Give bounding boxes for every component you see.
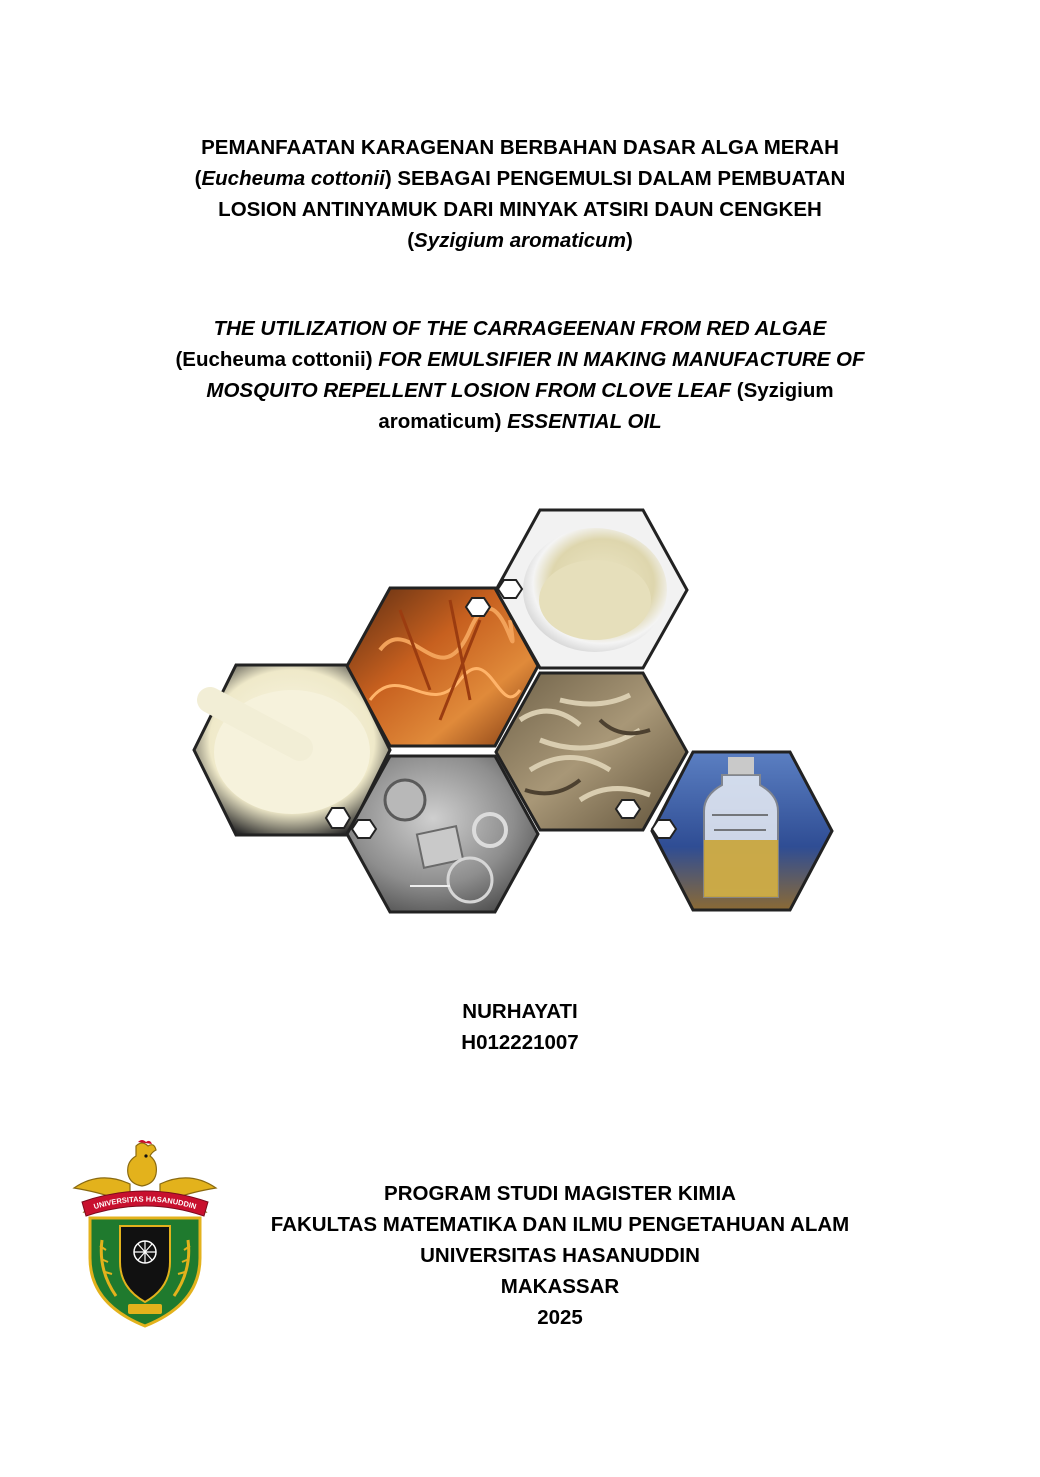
author-block xyxy=(0,996,1040,1058)
title-id-line-2: (Eucheuma cottonii) SEBAGAI PENGEMULSI DALAM PEMBUATAN xyxy=(194,167,846,190)
clove-oil-bottle-photo xyxy=(652,752,832,910)
carrageenan-powder-photo xyxy=(496,510,687,668)
title-id-line-3: LOSION ANTINYAMUK DARI MINYAK ATSIRI DAUN CENGKEH xyxy=(218,198,822,221)
student-id: H012221007 xyxy=(461,1031,579,1054)
logo-banner-text: UNIVERSITAS HASANUDDIN xyxy=(92,1194,198,1212)
title-id-line-1: PEMANFAATAN KARAGENAN BERBAHAN DASAR ALGA MERAH xyxy=(201,136,839,159)
year: 2025 xyxy=(537,1306,583,1329)
sem-micrograph-photo xyxy=(347,756,538,912)
species-name-eucheuma: Eucheuma cottonii xyxy=(201,167,385,190)
title-en-line-1: THE UTILIZATION OF THE CARRAGEENAN FROM RED ALGAE xyxy=(213,317,827,340)
faculty: FAKULTAS MATEMATIKA DAN ILMU PENGETAHUAN ALAM xyxy=(270,1213,850,1236)
lotion-photo xyxy=(194,665,390,835)
title-en-line-4: aromaticum) ESSENTIAL OIL xyxy=(378,410,662,433)
author-name: NURHAYATI xyxy=(462,1000,578,1023)
city: MAKASSAR xyxy=(500,1275,620,1298)
title-en-line-2: (Eucheuma cottonii) FOR EMULSIFIER IN MAKING MANUFACTURE OF xyxy=(175,348,865,371)
dried-clove-leaves-photo xyxy=(496,673,687,830)
red-algae-photo xyxy=(347,588,538,746)
title-en-line-3: MOSQUITO REPELLENT LOSION FROM CLOVE LEAF (Syzigium xyxy=(206,379,834,402)
institution-block xyxy=(40,1178,1040,1333)
study-program: PROGRAM STUDI MAGISTER KIMIA xyxy=(384,1182,736,1205)
species-name-syzigium: Syzigium aromaticum xyxy=(414,229,626,252)
university: UNIVERSITAS HASANUDDIN xyxy=(420,1244,700,1267)
title-id-line-4: (Syzigium aromaticum) xyxy=(407,229,633,252)
title-indonesian xyxy=(0,132,1040,256)
title-english xyxy=(0,313,1040,437)
